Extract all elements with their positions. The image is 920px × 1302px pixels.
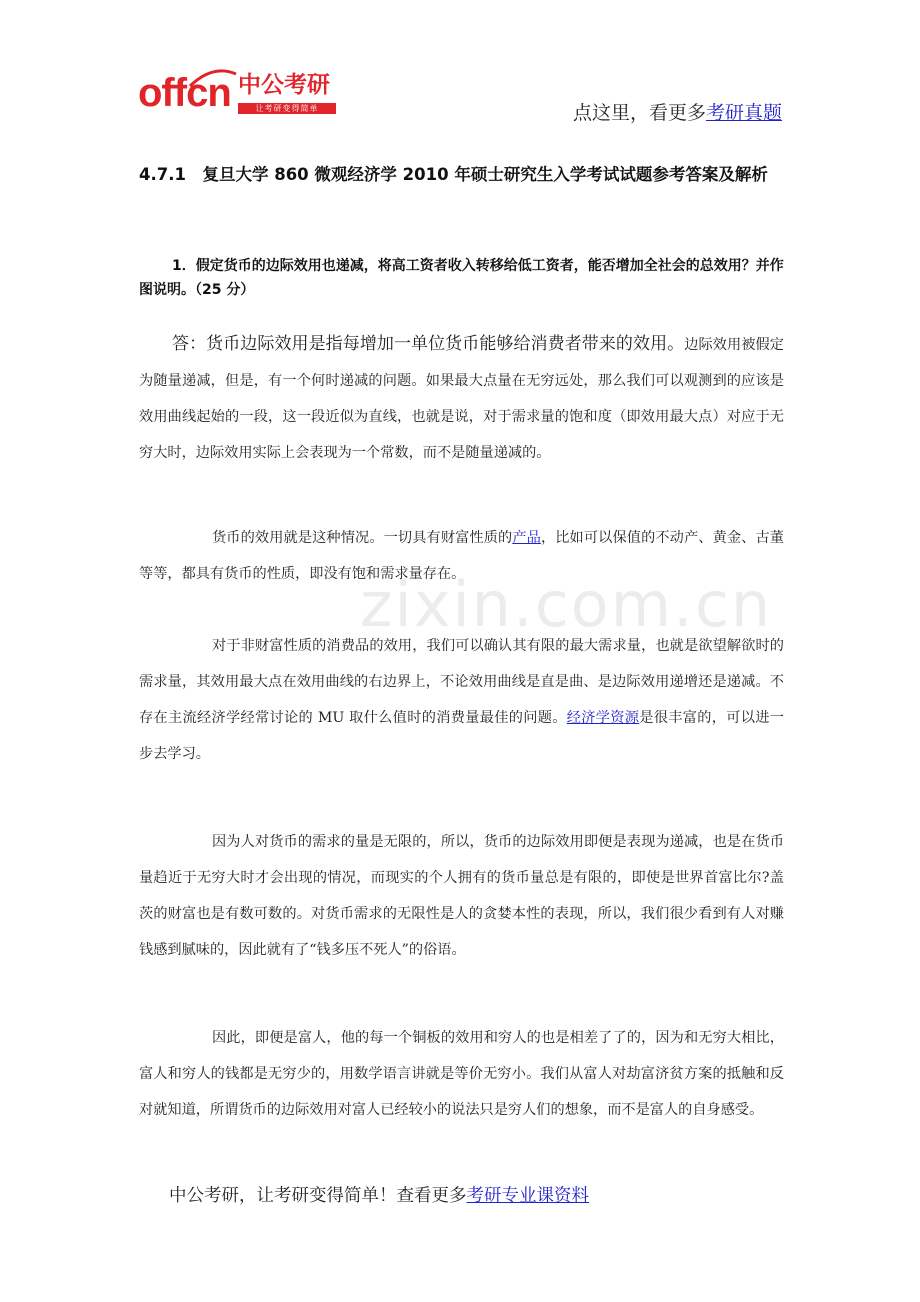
answer-paragraph <box>139 326 784 471</box>
paragraph-3 <box>139 628 784 772</box>
logo-chinese-name: 中公考研 <box>238 72 330 98</box>
header-link-prefix: 点这里，看更多 <box>572 102 706 124</box>
paragraph-5: 因此，即便是富人，他的每一个铜板的效用和穷人的也是相差了了的，因为和无穷大相比，富人和穷人的钱都是无穷少的，用数学语言讲就是等价无穷小。我们从富人对劫富济贫方案的抵触和反对就知道，所谓货币的边际效用对富人已经较小的说法只是穷人们的想象，而不是富人的自身感受。 <box>139 1030 784 1118</box>
footer-prefix: 中公考研，让考研变得简单！查看更多 <box>169 1186 467 1206</box>
economics-resources-link[interactable]: 经济学资源 <box>566 710 640 726</box>
exam-questions-link[interactable]: 考研真题 <box>705 102 782 124</box>
answer-lead: 答：货币边际效用是指每增加一单位货币能够给消费者带来的效用。 <box>172 334 685 354</box>
paragraph-3-text-end: 是很丰富的，可以进一步去学习。 <box>139 710 784 762</box>
paragraph-2-text: 货币的效用就是这种情况。一切具有财富性质的 <box>212 530 513 546</box>
footer-banner <box>169 1182 589 1207</box>
answer-body: 边际效用被假定为随量递减，但是，有一个何时递减的问题。如果最大点量在无穷远处，那么我们可以观测到的应该是效用曲线起始的一段，这一段近似为直线，也就是说，对于需求量的饱和度（即效用最大点）对应于无穷大时，边际效用实际上会表现为一个常数，而不是随量递减的。 <box>139 337 784 461</box>
logo-swoosh-icon <box>188 68 238 88</box>
logo-wordmark: offcn <box>138 71 231 115</box>
paragraph-3-text: 对于非财富性质的消费品的效用，我们可以确认其有限的最大需求量，也就是欲望解欲时的需求量，其效用最大点在效用曲线的右边界上，不论效用曲线是直是曲、是边际效用递增还是递减。不存在主流经济学经常讨论的 MU 取什么值时的消费量最佳的问题。 <box>139 638 784 726</box>
header-more-exams <box>573 98 782 125</box>
site-watermark: zixin.com.cn <box>360 568 773 641</box>
logo-slogan: 让考研变得简单 <box>238 103 336 114</box>
paragraph-2 <box>139 520 784 592</box>
paragraph-2-text-end: ，比如可以保值的不动产、黄金、古董等等，都具有货币的性质，即没有饱和需求量存在。 <box>139 530 784 582</box>
paragraph-4: 因为人对货币的需求的量是无限的，所以，货币的边际效用即便是表现为递减，也是在货币量趋近于无穷大时才会出现的情况，而现实的个人拥有的货币量总是有限的，即使是世界首富比尔?盖茨的财富也是有数可数的。对货币需求的无限性是人的贪婪本性的表现，所以，我们很少看到有人对赚钱感到腻味的，因此就有了“钱多压不死人”的俗语。 <box>139 834 784 958</box>
question-text: 1．假定货币的边际效用也递减，将高工资者收入转移给低工资者，能否增加全社会的总效用？并作图说明。（25 分） <box>139 258 784 298</box>
course-materials-link[interactable]: 考研专业课资料 <box>466 1186 589 1206</box>
product-link[interactable]: 产品 <box>512 530 541 546</box>
section-title: 4.7.1 复旦大学 860 微观经济学 2010 年硕士研究生入学考试试题参考答案及解析 <box>139 165 768 184</box>
offcn-logo <box>138 70 344 120</box>
